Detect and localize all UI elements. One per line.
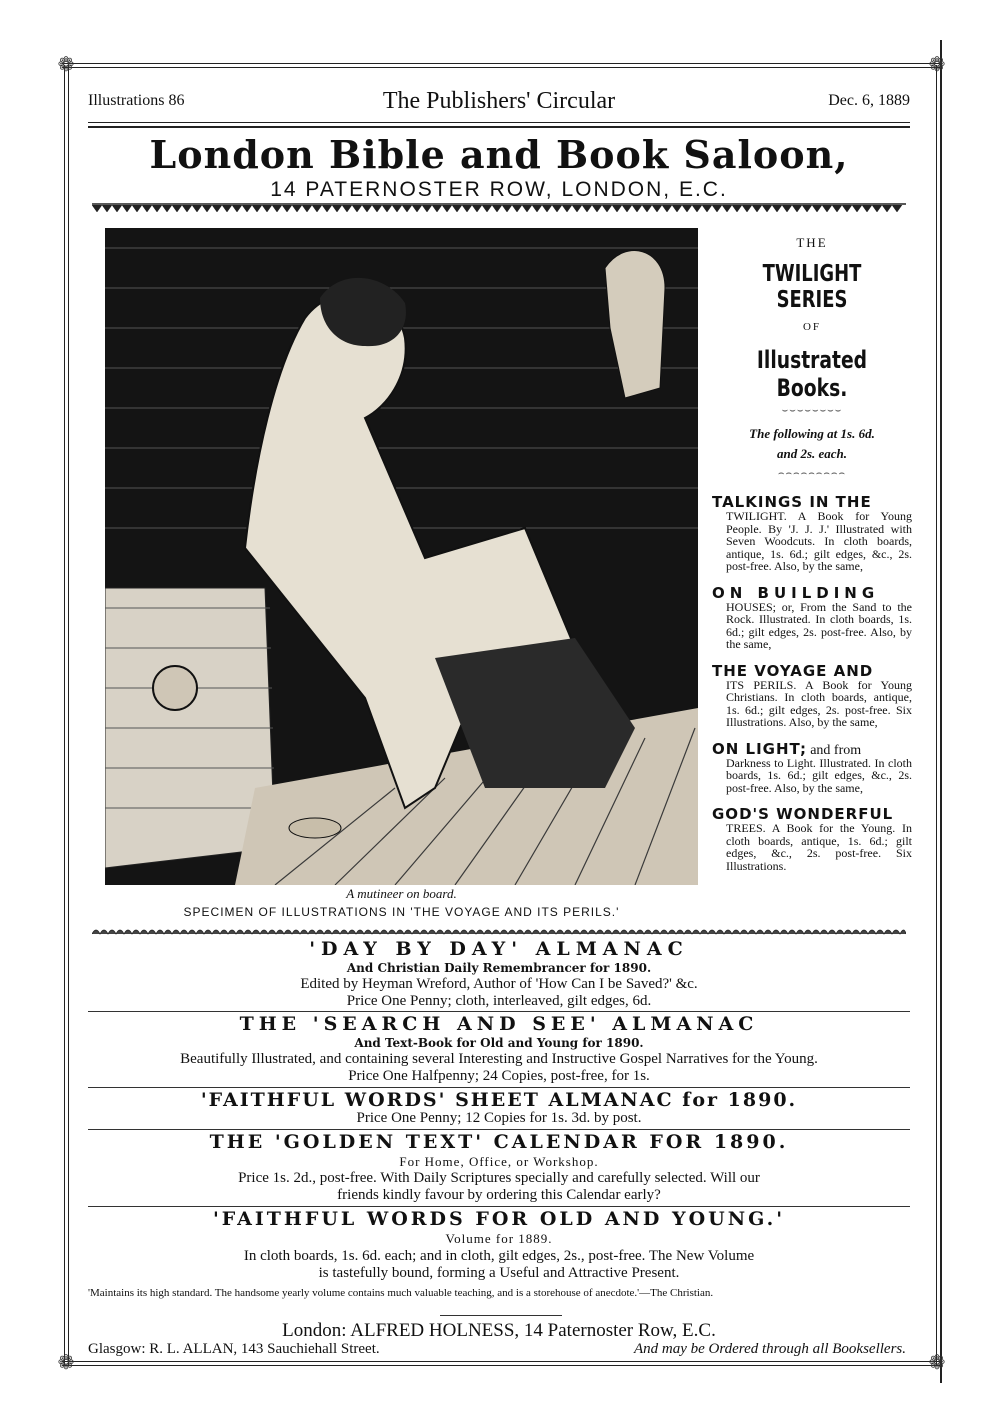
search-and-see-title: THE 'SEARCH AND SEE' ALMANAC bbox=[239, 1013, 759, 1035]
golden-text-description: Price 1s. 2d., post-free. With Daily Scriptures specially and carefully selected. Will our bbox=[238, 1170, 760, 1186]
book-entry bbox=[712, 741, 912, 795]
ornament-divider: ⌣⌣⌣⌣⌣⌣⌣⌣ bbox=[781, 405, 843, 416]
series-price-line1: The following at 1s. 6d. bbox=[749, 426, 875, 441]
ad-address: 14 PATERNOSTER ROW, LONDON, E.C. bbox=[270, 178, 728, 201]
frame-right bbox=[936, 65, 937, 1366]
book-description: ITS PERILS. A Book for Young Christians. In cloth boards, antique, 1s. 6d.; gilt edges, 2s. post-free. Six Illustrations. Also, by the same, bbox=[726, 677, 912, 729]
page-number: Illustrations 86 bbox=[88, 92, 185, 109]
illustration-caption: A mutineer on board. bbox=[346, 886, 457, 901]
book-description: TREES. A Book for the Young. In cloth boards, antique, 1s. 6d.; gilt edges, &c., 2s. post-free. Six Illustrations. bbox=[726, 821, 912, 873]
zigzag-border bbox=[92, 203, 906, 213]
golden-text-subtitle: For Home, Office, or Workshop. bbox=[399, 1154, 599, 1169]
series-of: OF bbox=[802, 321, 822, 333]
faithful-words-volume-title: 'FAITHFUL WORDS FOR OLD AND YOUNG.' bbox=[212, 1208, 786, 1230]
book-description: Darkness to Light. Illustrated. In cloth boards, 1s. 6d.; gilt edges, &c., 2s. post-free. Also, by the same, bbox=[726, 755, 912, 795]
ad-title: London Bible and Book Saloon, bbox=[149, 132, 849, 177]
series-price-line2: and 2s. each. bbox=[776, 446, 848, 461]
illustration-specimen-note: SPECIMEN OF ILLUSTRATIONS IN 'THE VOYAGE AND ITS PERILS.' bbox=[183, 905, 620, 919]
faithful-words-volume-price: In cloth boards, 1s. 6d. each; and in cloth, gilt edges, 2s., post-free. The New Volume bbox=[243, 1248, 755, 1264]
book-description: HOUSES; or, From the Sand to the Rock. Illustrated. In cloth boards, 1s. 6d.; gilt edges, 2s. post-free. Also, by the same, bbox=[726, 599, 912, 651]
book-title: ON LIGHT; bbox=[712, 739, 807, 758]
journal-title: The Publishers' Circular bbox=[382, 88, 616, 114]
book-entry bbox=[712, 585, 912, 651]
glasgow-agent: Glasgow: R. L. ALLAN, 143 Sauchiehall Street. bbox=[88, 1341, 380, 1357]
frame-right-outer bbox=[940, 40, 942, 1383]
frame-left-inner bbox=[68, 65, 69, 1366]
scalloped-border bbox=[92, 926, 906, 936]
london-publisher: London: ALFRED HOLNESS, 14 Paternoster Row, E.C. bbox=[282, 1320, 716, 1341]
faithful-words-volume-description: is tastefully bound, forming a Useful and Attractive Present. bbox=[318, 1265, 680, 1281]
booksellers-note: And may be Ordered through all Booksellers. bbox=[633, 1341, 906, 1357]
frame-top-inner bbox=[62, 67, 940, 68]
rosette-icon: ❁ bbox=[57, 1352, 75, 1374]
search-and-see-description: Beautifully Illustrated, and containing several Interesting and Instructive Gospel Narratives for the Young. bbox=[180, 1051, 818, 1067]
frame-bottom-inner bbox=[62, 1365, 940, 1366]
divider bbox=[88, 1129, 910, 1130]
rosette-icon: ❁ bbox=[928, 1352, 946, 1374]
rosette-icon: ❁ bbox=[928, 54, 946, 76]
divider bbox=[88, 1206, 910, 1207]
twilight-series-column bbox=[712, 228, 912, 872]
frame-left bbox=[64, 65, 65, 1366]
faithful-words-volume-year: Volume for 1889. bbox=[445, 1231, 553, 1246]
press-quote: 'Maintains its high standard. The handsome yearly volume contains much valuable teaching, and is a storehouse of anecdote.'—The Christian. bbox=[88, 1287, 714, 1299]
book-entry bbox=[712, 663, 912, 729]
header-rule-thick bbox=[88, 126, 910, 128]
book-entry bbox=[712, 806, 912, 872]
page-header bbox=[88, 88, 910, 114]
search-and-see-subtitle: And Text-Book for Old and Young for 1890. bbox=[354, 1036, 644, 1050]
book-title: ON BUILDING bbox=[712, 583, 880, 602]
day-by-day-editor: Edited by Heyman Wreford, Author of 'How Can I be Saved?' &c. bbox=[300, 976, 698, 992]
frame-bottom bbox=[62, 1361, 940, 1362]
rosette-icon: ❁ bbox=[57, 54, 75, 76]
mutineer-engraving bbox=[105, 228, 698, 885]
book-description: TWILIGHT. A Book for Young People. By 'J. J. J.' Illustrated with Seven Woodcuts. In cloth boards, antique, 1s. 6d.; gilt edges, &c., 2s. post-free. Also, by the same, bbox=[726, 509, 912, 573]
faithful-words-sheet-price: Price One Penny; 12 Copies for 1s. 3d. by post. bbox=[356, 1110, 642, 1126]
issue-date: Dec. 6, 1889 bbox=[828, 92, 910, 109]
ornament-divider: ⌢⌢⌢⌢⌢⌢⌢⌢⌢ bbox=[777, 468, 847, 479]
book-title: TALKINGS IN THE bbox=[712, 493, 872, 511]
short-divider bbox=[440, 1315, 562, 1316]
golden-text-title: THE 'GOLDEN TEXT' CALENDAR FOR 1890. bbox=[209, 1131, 789, 1153]
book-entry bbox=[712, 494, 912, 573]
divider bbox=[88, 1011, 910, 1012]
series-subtitle: Illustrated Books. bbox=[756, 346, 868, 402]
faithful-words-sheet-title: 'FAITHFUL WORDS' SHEET ALMANAC for 1890. bbox=[200, 1089, 798, 1111]
book-title-tail: and from bbox=[810, 742, 862, 758]
book-title: THE VOYAGE AND bbox=[712, 661, 874, 680]
day-by-day-title: 'DAY BY DAY' ALMANAC bbox=[309, 938, 689, 960]
frame-top bbox=[62, 63, 940, 64]
divider bbox=[88, 1087, 910, 1088]
book-title: GOD'S WONDERFUL bbox=[712, 805, 894, 823]
day-by-day-price: Price One Penny; cloth, interleaved, gilt edges, 6d. bbox=[346, 993, 652, 1009]
header-rule bbox=[88, 122, 910, 123]
golden-text-description-2: friends kindly favour by ordering this Calendar early? bbox=[337, 1187, 661, 1203]
series-the: THE bbox=[796, 235, 828, 250]
series-title: TWILIGHT SERIES bbox=[762, 261, 862, 313]
day-by-day-subtitle: And Christian Daily Remembrancer for 1890. bbox=[346, 961, 652, 975]
engraving-illustration bbox=[105, 228, 698, 885]
search-and-see-price: Price One Halfpenny; 24 Copies, post-free, for 1s. bbox=[348, 1068, 650, 1084]
